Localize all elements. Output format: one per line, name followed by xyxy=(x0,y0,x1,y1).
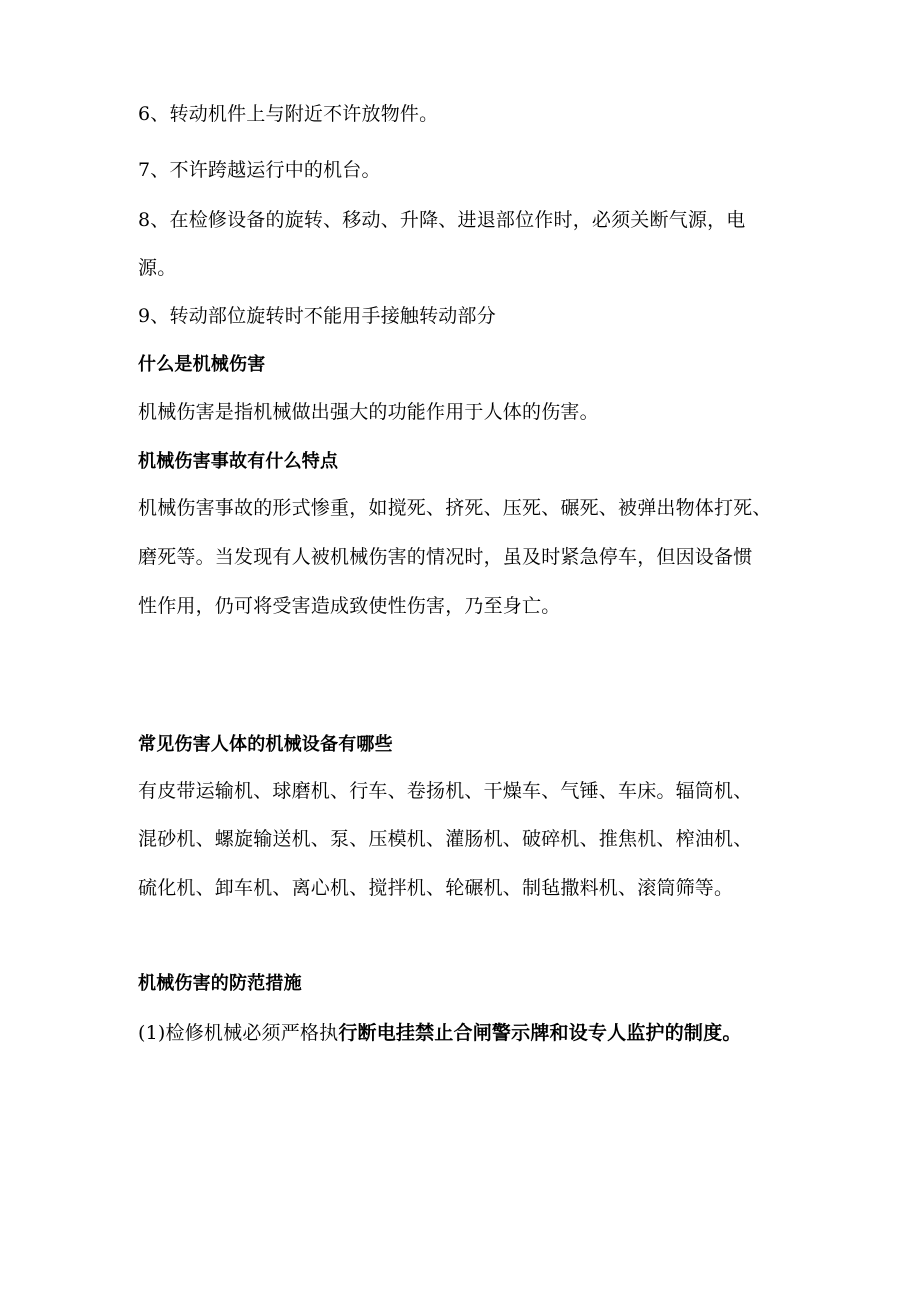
section-heading-what-is-mechanical-injury: 什么是机械伤害 xyxy=(138,354,266,375)
section-body-accident-characteristics-line-2: 磨死等。当发现有人被机械伤害的情况时，虽及时紧急停车，但因设备惯 xyxy=(138,546,753,568)
section-body-common-machinery-line-2: 混砂机、螺旋输送机、泵、压模机、灌肠机、破碎机、推焦机、榨油机、 xyxy=(138,828,753,850)
prevention-measure-1-bold-text: 行断电挂禁止合闸警示牌和设专人监护的制度。 xyxy=(338,1022,742,1044)
safety-item-6: 6、转动机件上与附近不许放物件。 xyxy=(138,103,439,125)
section-heading-prevention-measures: 机械伤害的防范措施 xyxy=(138,973,302,994)
safety-item-8-line-1: 8、在检修设备的旋转、移动、升降、进退部位作时，必须关断气源，电 xyxy=(138,209,746,231)
section-body-what-is-mechanical-injury: 机械伤害是指机械做出强大的功能作用于人体的伤害。 xyxy=(138,401,599,423)
safety-item-7: 7、不许跨越运行中的机台。 xyxy=(138,159,381,181)
section-body-accident-characteristics-line-3: 性作用，仍可将受害造成致使性伤害，乃至身亡。 xyxy=(138,595,561,617)
prevention-measure-1 xyxy=(138,1021,742,1045)
prevention-measure-1-plain-text: (1)检修机械必须严格执 xyxy=(138,1022,339,1044)
safety-item-8-line-2: 源。 xyxy=(138,257,177,279)
section-body-accident-characteristics-line-1: 机械伤害事故的形式惨重，如搅死、挤死、压死、碾死、被弹出物体打死、 xyxy=(138,497,772,519)
safety-item-9: 9、转动部位旋转时不能用手接触转动部分 xyxy=(138,305,496,327)
section-heading-common-machinery: 常见伤害人体的机械设备有哪些 xyxy=(138,734,393,755)
section-body-common-machinery-line-3: 硫化机、卸车机、离心机、搅拌机、轮碾机、制毡撒料机、滚筒筛等。 xyxy=(138,877,734,899)
section-heading-accident-characteristics: 机械伤害事故有什么特点 xyxy=(138,451,339,472)
section-body-common-machinery-line-1: 有皮带运输机、球磨机、行车、卷扬机、干燥车、气锤、车床。辐筒机、 xyxy=(138,780,753,802)
